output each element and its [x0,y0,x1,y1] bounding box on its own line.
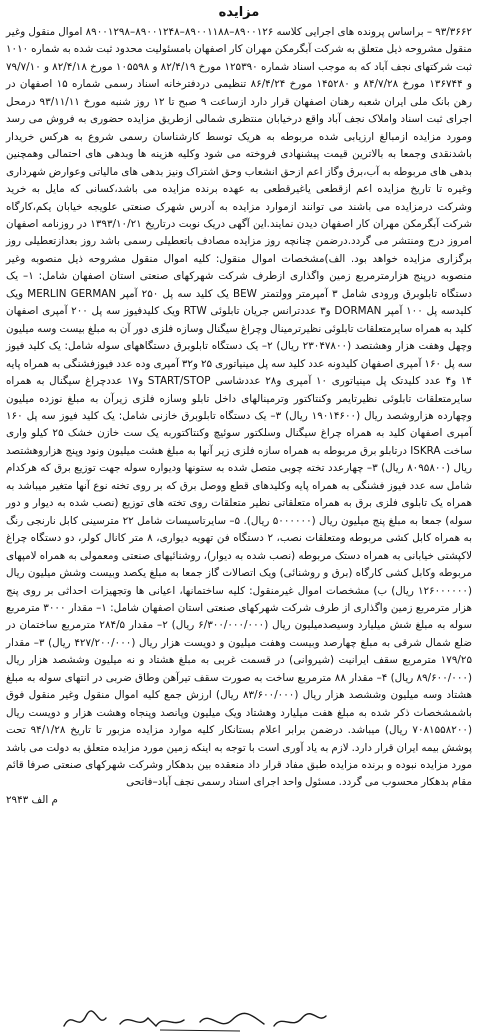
notice-body: ۹۳/۳۶۶۲ – براساس پرونده های اجرایی کلاسه ۸۹۰۰۱۲۶–۸۹۰۰۱۱۸۸–۸۹۰۰۱۲۴۸–۸۹۰۰۱۲۹۸ اموال منقول وغیر منقول مشروحه ذیل متعلق به شرکت آبگرمکن مهران کار اصفهان بامسئولیت محدود ثبت شده به شماره ۱۰۱۰ ثبت شرکتهای نجف آباد که به موجب اسناد شماره ۱۲۵۳۹۰ مورخ ۸۲/۴/۱۹ و ۱۰۵۵۹۸ مورخ ۸۲/۴/۱۸ و ۷۹/۷/۱۰ و ۱۳۶۷۴۴ مورخ ۸۴/۷/۲۸ و ۱۴۵۲۸۰ مورخ ۸۶/۴/۲۴ تنظیمی دردفترخانه اسناد رسمی شماره ۱۵ اصفهان در رهن بانک ملی ایران شعبه رهنان اصفهان قرار دارد ازساعت ۹ صبح تا ۱۲ روز شنبه مورخ ۹۳/۱۱/۱۱ درمحل اجرای ثبت اسناد واملاک نجف آباد واقع درخیابان منتظری شمالی ازطریق مزایده حضوری به فروش می رسد ومورد مزایده ازمبالغ ارزیابی شده مربوطه به هریک توسط کارشناسان رسمی شروع به هرکس خریدار باشدنقدی وجمعا به بالاترین قیمت پیشنهادی فروخته می شود وکلیه هزینه ها وبدهی های احتمالی وهمچنین بدهی های مربوطه به آب،برق وگاز اعم ازحق انشعاب وحق اشتراک ونیز بدهی های مالیاتی وعوارض شهرداری وغیره تا تاریخ مزایده اعم ازقطعی یاغیرقطعی به عهده برنده مزایده می باشد،کسانی که مایل به خرید وشرکت درمزایده می باشند می توانند ازموارد مزایده به آدرس شهرک صنعتی علویجه خیابان یکم،کارگاه شرکت آبگرمکن مهران کار اصفهان دیدن نمایند.این آگهی دریک نوبت درتاریخ ۱۳۹۳/۱۰/۲۱ در روزنامه اصفهان امروز درج ومنتشر می گردد.درضمن چنانچه روز مزایده مصادف باتعطیلی رسمی باشد روز بعدازتعطیلی روز برگزاری مزایده خواهد بود. الف)مشخصات اموال منقول: کلیه اموال منقول مشروحه ذیل منصوبه وغیر منصوبه درپنج هزارمترمربع زمین واگذاری ازطرف شرکت شهرکهای صنعتی استان اصفهان شامل: ۱– یک دستگاه تابلوبرق ورودی شامل ۳ آمپرمتر وولتمتر BEW یک کلید سه پل ۲۵۰ آمپر MERLIN GERMAN ویک کلیدسه پل ۱۰۰ آمپر DORMAN و۳ عددترانس جریان تابلوئی RTW ویک کلیدفیوز سه پل ۲۰۰ آمپری اصفهان کلید به همراه سایرمتعلقات تابلوئی نظیرترمینال وچراغ سیگنال وسازه فلزی دور آن به مبلغ بیست وسه میلیون وچهل وهفت هزار وهشتصد (۲۳۰۴۷۸۰۰ ریال) ۲– یک دستگاه تابلوبرق دستگاههای سوله شامل: یک کلید فیوز سه پل ۱۶۰ آمپری اصفهان کلیدونه عدد کلید سه پل مینیاتوری ۲۵ و۳۲ آمپری وده عدد فیوزفشنگی به همراه پایه ۱۴ و۴ عدد کلیدتک پل مینیاتوری ۱۰ آمپری و۲۸ عددشاسی START/STOP و۱۷ عددچراغ سیگنال به همراه سایرمتعلقات تابلوئی نظیرتایمر وکنتاکتور وترمینالهای داخل تابلو وسازه فلزی زیرآن به مبلغ نوزده میلیون وچهارده هزاروشصد ریال (۱۹۰۱۴۶۰۰ ریال) ۳– یک دستگاه تابلوبرق خازنی شامل: یک کلید فیوز سه پل ۱۶۰ آمپری اصفهان کلید به همراه چراغ سیگنال وسلکتور سوئیچ وکنتاکتوربه یک ست خازن خشک ۲۵ کیلو واری ساخت ISKRA درتابلو برق مربوطه به همراه سازه فلزی زیر آنها به مبلغ هشت میلیون ونود وپنج هزاروهشتصد ریال (۸۰۹۵۸۰۰ ریال) ۳– چهارعدد تخته چوبی متصل شده به ستونها ودیواره سوله جهت توزیع برق که هرکدام شامل سه عدد فیوز فشنگی به همراه پایه وکلیدهای قطع ووصل برق که بر روی تخته نوع آنها متغیر میباشد به همراه یک تابلوی فلزی برق به همراه متعلقاتی نظیر متعلقات روی تخته های توزیع (نصب شده به دیوار و دور سوله) جمعا به مبلغ پنج میلیون ریال (۵۰۰۰۰۰۰ ریال). ۵– سایرتاسیسات شامل ۲۲ مترسینی کابل نارنجی رنگ به همراه کابل کشی مربوطه ومتعلقات نصب، ۲ دستگاه فن تهویه دیواری، ۸ متر کانال کولر، دو دستگاه چراغ لاکپشتی خیابانی به همراه دستک مربوطه (نصب شده به دیوار)، روشنائیهای صنعتی ومعمولی به همراه لامپهای مربوطه وکابل کشی کارگاه (برق و روشنائی) ویک اتصالات گاز جمعا به مبلغ یکصد وبیست وشش میلیون ریال (۱۲۶۰۰۰۰۰۰ ریال) ب) مشخصات اموال غیرمنقول: کلیه ساختمانها، اعیانی ها وتجهیزات احداثی بر روی پنج هزار مترمربع زمین واگذاری از طرف شرکت شهرکهای صنعتی استان اصفهان شامل: ۱– مقدار ۳۰۰۰ مترمربع سوله به مبلغ شش میلیارد وسیصدمیلیون ریال (۶/۳۰۰/۰۰۰/۰۰۰ ریال) ۲– مقدار ۲۸۴/۵ مترمربع ساختمان در ضلع شمال شرقی به مبلغ چهارصد وبیست وهفت میلیون و دویست هزار ریال (۴۲۷/۲۰۰/۰۰۰ ریال) ۳– مقدار ۱۷۹/۲۵ مترمربع سقف ایرانیت (شیروانی) در قسمت غربی به مبلغ هشتاد و نه میلیون وششصد هزار ریال (۸۹/۶۰۰/۰۰۰ ریال) ۴– مقدار ۸۸ مترمربع ساخت به صورت سقف تیرآهن وطاق ضربی در انتهای سوله به مبلغ هشتاد وسه میلیون وششصد هزار ریال (۸۳/۶۰۰/۰۰۰ ریال) ارزش جمع کلیه اموال منقول وغیر منقول فوق باشمشخصات ذکر شده به مبلغ هفت میلیارد وهشتاد ویک میلیون وپانصد وپنجاه وهشت هزار و دویست ریال (۷۰۸۱۵۵۸۲۰۰ ریال) میباشد. درضمن برابر اعلام بستانکار کلیه موارد مزایده مزبور تا تاریخ ۹۴/۱/۲۸ تحت پوشش بیمه ایران قرار دارد. لازم به یاد آوری است با توجه به اینکه زمین مورد مزایده متعلق به دولت می باشد مورد مزایده نبوده و برنده مزایده طبق مفاد قرار داد منعقده بین بدهکار وشرکت شهرکهای صنعتی صرفا قائم مقام بدهکار محسوب می گردد. مسئول واحد اجرای اسناد رسمی نجف آباد–فاتحی [6,26,473,789]
handwritten-signature [60,1004,330,1034]
notice-code: م الف ۲۹۴۳ [6,793,58,806]
auction-notice [6,4,472,809]
notice-title: مزایده [218,5,260,20]
